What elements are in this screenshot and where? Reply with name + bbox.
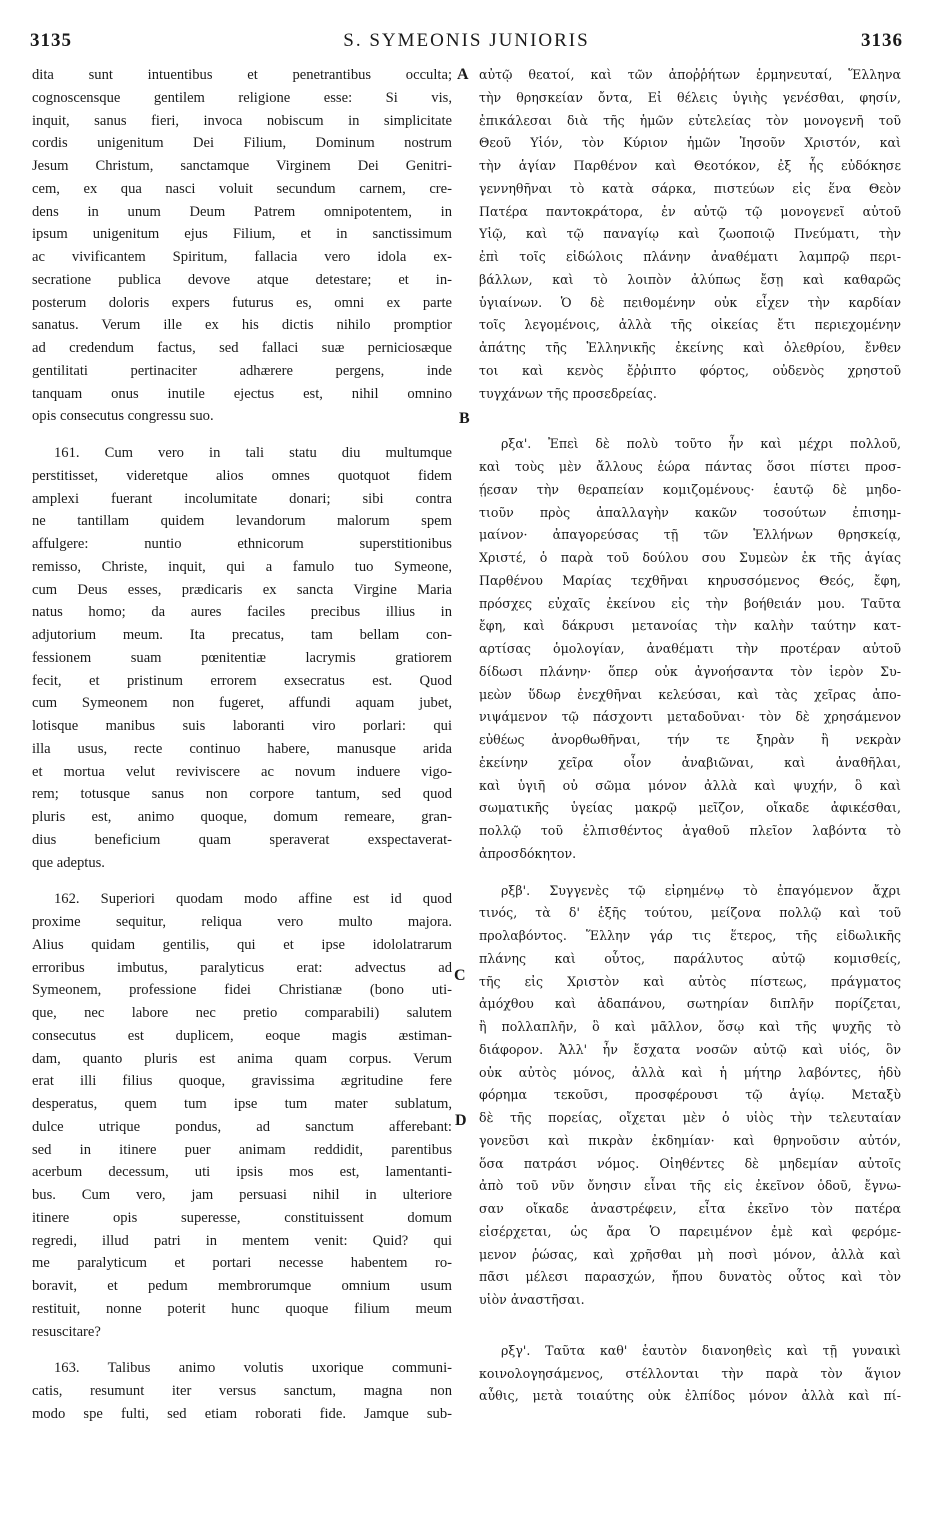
- latin-text-line: modo spe fulti, sed etiam roborati fide. Jamque sub-: [32, 1405, 452, 1422]
- greek-text-line: τοῖς λεγομένοις, ἀλλὰ τῆς οἰκείας ἔτι περιεχομένην: [479, 317, 901, 333]
- latin-text-line: inquit, sanus fieri, invoca nobiscum in simplicitate: [32, 112, 452, 129]
- greek-text-line: Χριστέ, ὁ παρὰ τοῦ δούλου σου Συμεὼν ἐκ τῆς ἁγίας: [479, 550, 901, 565]
- greek-text-line: Υἱῷ, καὶ τῷ παναγίῳ καὶ ζωοποιῷ Πνεύματι, τὴν: [479, 226, 901, 242]
- latin-text-line: cum Deus esses, prædicaris ex sancta Virgine Maria: [32, 581, 452, 598]
- margin-letter-d: D: [455, 1112, 467, 1129]
- greek-text-line: ἐπικάλεσαι διὰ τῆς ἡμῶν εὐτελείας τὸν μονογενῆ τοῦ: [479, 112, 901, 128]
- greek-text-line: ἀπροσδόκητον.: [479, 845, 577, 861]
- greek-text-line: Παρθένου Μαρίας τεχθῆναι κηρυσσόμενος Θεός, ἔφη,: [479, 572, 901, 588]
- running-title: S. SYMEONIS JUNIORIS: [343, 30, 590, 51]
- margin-letter-c: C: [454, 967, 466, 984]
- latin-text-line: remisso, Christe, inquit, qui a famulo tuo Symeone,: [32, 558, 452, 575]
- latin-text-line: boravit, et pedum membrorumque omnium usum: [32, 1278, 452, 1294]
- greek-text-line: ἢ πολλαπλῆν, ὃ καὶ μᾶλλον, ὅσῳ καὶ τῆς ψυχῆς τὸ: [479, 1019, 901, 1034]
- greek-text-line: ἐπὶ τοῖς εἰδώλοις πλάνην ἀναθέματι λαμπρῷ περι-: [479, 249, 901, 264]
- greek-text-line: πρόσχες εὐχαῖς ἐκείνου εἰς τὴν βοήθειάν μου. Ταῦτα: [479, 595, 901, 611]
- latin-text-line: illa usus, recte continuo habere, manusque arida: [32, 740, 452, 757]
- latin-paragraph-gap: [32, 874, 452, 888]
- greek-paragraph-gap: [479, 405, 901, 419]
- latin-text-line: consecutus est duplicem, eoque magis æstiman-: [32, 1027, 452, 1044]
- latin-text-line: adjutorium meum. Ita precatus, tam bellam con-: [32, 627, 452, 643]
- latin-paragraph-gap: [32, 428, 452, 442]
- latin-text-line: dita sunt intuentibus et penetrantibus occulta;: [32, 67, 452, 83]
- latin-text-line: opis consecutus congressu suo.: [32, 408, 214, 425]
- latin-text-line: rem; totusque sanus non corpore tantum, sed quod: [32, 786, 452, 803]
- running-header: [30, 30, 903, 58]
- latin-text-line: que adeptus.: [32, 854, 105, 871]
- greek-text-line: φόρημα τεκοῦσι, προσφέρουσι τῷ ἁγίῳ. Μεταξὺ: [479, 1087, 901, 1103]
- latin-text-line: tanquam onus inutile ejectus est, nihil omnino: [32, 385, 452, 402]
- latin-text-line: cognoscensque gentilem religione esse: Si vis,: [32, 89, 452, 106]
- latin-text-line: sed in itinere puer animam reddidit, parentibus: [32, 1141, 452, 1158]
- greek-text-line: μαίνον· ἀπαγορεύσας τῇ τῶν Ἑλλήνων θρησκείᾳ,: [479, 527, 901, 543]
- latin-text-line: bus. Cum vero, jam persuasi nihil in ulteriore: [32, 1187, 452, 1203]
- greek-text-line: πολλῷ τοῦ ἐλπισθέντος ἀγαθοῦ πλεῖον λαβόντα τὸ: [479, 823, 901, 838]
- margin-letter-a: A: [457, 66, 469, 83]
- latin-text-line: que, nec labore nec pretio comparabili) salutem: [32, 1005, 452, 1021]
- latin-text-line: cem, ex qua nasci voluit secundum carnem, cre-: [32, 180, 452, 197]
- latin-text-line: proxime sequitur, reliqua vero multo majora.: [32, 914, 452, 930]
- latin-text-line: acerbum decessum, uti ipsis mos est, lamentanti-: [32, 1164, 452, 1181]
- latin-text-line: dulce utrique pondus, ad sanctum afferebant:: [32, 1118, 452, 1135]
- greek-text-line: αρτίσας ὁμολογίαν, ἀναθέματι τὴν προτέραν αὐτοῦ: [479, 641, 901, 656]
- greek-text-line: καὶ ὑγιῆ οὐ σῶμα μόνον ἀλλὰ καὶ ψυχήν, ὃ καὶ: [479, 777, 901, 793]
- latin-text-line: desperatus, quem tum ipse tum mater sublatum,: [32, 1096, 452, 1112]
- latin-text-line: 161. Cum vero in tali statu diu multumque: [54, 445, 452, 461]
- latin-text-line: natus homo; da aures faciles precibus illius in: [32, 604, 452, 621]
- latin-text-line: me paralyticum et portari necesse habentem ro-: [32, 1255, 452, 1272]
- latin-text-line: 163. Talibus animo volutis uxorique communi-: [54, 1360, 452, 1377]
- greek-text-line: ὑγιαίνων. Ὁ δὲ πειθομένην οὐκ εἶχεν τὴν καρδίαν: [479, 294, 901, 310]
- latin-text-line: lotisque manibus suis laboranti viro porlari: qui: [32, 718, 452, 734]
- latin-text-line: sanatus. Verum ille ex his dictis nihilo promptior: [32, 317, 452, 334]
- greek-paragraph-gap: [479, 1312, 901, 1326]
- page-number-right: 3136: [861, 30, 903, 51]
- latin-text-line: cum Symeonem non fugeret, affundi aquam jubet,: [32, 695, 452, 712]
- greek-text-line: αὐτῷ θεατοί, καὶ τῶν ἀποῤῥήτων ἑρμηνευταί, Ἕλληνα: [479, 67, 901, 82]
- greek-text-line: πλάνης καὶ οὗτος, παράλυτος αὐτῷ κομισθείς,: [479, 950, 901, 966]
- latin-text-line: ipsum unigenitum ejus Filium, et in sanctissimum: [32, 226, 452, 243]
- latin-text-line: restituit, nonne poterit hunc quoque filium meum: [32, 1300, 452, 1317]
- greek-text-line: αὖθις, μετὰ τοιαύτης οὐκ ἐλπίδος μόνον ἀλλὰ καὶ πί-: [479, 1388, 901, 1404]
- greek-text-line: κοινολογησάμενος, στέλλονται τὴν παρὰ τὸν ἅγιον: [479, 1365, 901, 1381]
- greek-text-line: διάφορον. Ἀλλ' ἦν ἔσχατα νοσῶν αὐτῷ καὶ υἱός, ὃν: [479, 1041, 901, 1057]
- greek-text-line: τὴν θρησκείαν ὄντα, Εἰ θέλεις ὑγιὴς γενέσθαι, φησίν,: [479, 89, 901, 105]
- greek-text-line: ἀπάτης τῆς Ἑλληνικῆς ἐκείνης καὶ ὀλεθρίου, ἔνθεν: [479, 340, 901, 355]
- greek-paragraph-gap: [479, 866, 901, 880]
- greek-text-line: εὐθέως ἀνορθωθῆναι, τήν τε ξηρὰν ἢ νεκρὰν: [479, 732, 901, 747]
- greek-text-line: ἀμόχθου καὶ ἀδαπάνου, σωτηρίαν διπλῆν πορίζεται,: [479, 996, 901, 1012]
- latin-text-line: erat illi filius quoque, gravissima ægritudine fere: [32, 1073, 452, 1090]
- greek-text-line: Πατέρα παντοκράτορα, ἐν αὐτῷ τῷ μονογενεῖ αὐτοῦ: [479, 203, 901, 219]
- latin-text-line: posterum doloris expers futurus es, omni ex parte: [32, 294, 452, 311]
- greek-text-line: ὅσα πατράσι νόμος. Οἰηθέντες δὲ μηδεμίαν αὐτοῖς: [479, 1155, 901, 1171]
- greek-text-line: νιψάμενον τῷ πάσχοντι μεταδοῦναι· τὸν δὲ χρησάμενον: [479, 709, 901, 725]
- latin-text-line: itinere opis superesse, constituissent domum: [32, 1209, 452, 1226]
- greek-text-line: ρξβ'. Συγγενὲς τῷ εἰρημένῳ τὸ ἐπαγόμενον ἄχρι: [501, 882, 901, 898]
- greek-text-line: ῄεσαν τὴν θεραπείαν κομιζομένους· ἑαυτῷ δὲ μηδο-: [479, 481, 901, 497]
- latin-text-line: resuscitare?: [32, 1323, 101, 1340]
- greek-text-line: εἰσέρχεται, ὡς ἄρα Ὁ παρειμένον ἐμὲ καὶ φερόμε-: [479, 1223, 901, 1239]
- margin-letter-b: B: [459, 410, 470, 427]
- latin-text-line: ac vivificantem Spiritum, fallacia vero idola ex-: [32, 249, 452, 265]
- greek-text-line: ἔφη, καὶ δάκρυσι μετανοίας τὴν καλὴν ταύτην κατ-: [479, 618, 901, 634]
- greek-text-line: καὶ τοὺς μὲν ἄλλους ἑώρα πάντας ὅσοι πίστει προσ-: [479, 459, 901, 474]
- greek-text-line: ρξα'. Ἐπεὶ δὲ πολὺ τοῦτο ἦν καὶ μέχρι πολλοῦ,: [501, 436, 901, 452]
- greek-text-line: σωματικῆς ὑγείας μακρῷ μεῖζον, οἴκαδε ἀφικέσθαι,: [479, 800, 901, 816]
- greek-text-line: ἐκείνην χεῖρα οἷον ἀναβιῶναι, καὶ ἀναθῆλαι,: [479, 754, 901, 770]
- greek-text-line: ἀπὸ τοῦ νῦν ὄνησιν εἶναι τῆς εἰς ἐκεῖνον ὁδοῦ, ἔγνω-: [479, 1178, 901, 1194]
- latin-text-line: pluris est, animo quoque, domum remeare, gran-: [32, 809, 452, 825]
- latin-text-line: dius beneficium quam speraverat exspectaverat-: [32, 831, 452, 848]
- greek-text-line: πᾶσι μέλεσι παρασχών, ἤπου δυνατὸς οὗτος καὶ τὸν: [479, 1269, 901, 1285]
- latin-text-line: affulgere: nuntio ethnicorum superstitionibus: [32, 536, 452, 552]
- latin-text-line: ad credendum factus, sed fallaci suæ perniciosæque: [32, 340, 452, 356]
- greek-paragraph-gap: [479, 1326, 901, 1340]
- greek-text-line: οὐκ αὐτὸς μόνος, ἀλλὰ καὶ ἡ μήτηρ λαβόντες, ἡδὺ: [479, 1064, 901, 1080]
- latin-text-line: cordis unigenitum Dei Filium, Dominum nostrum: [32, 135, 452, 152]
- latin-column: [32, 64, 452, 1426]
- latin-text-line: et mortua velut reviviscere ac novum induere vigo-: [32, 763, 452, 780]
- greek-text-line: γεννηθῆναι τὸ κατὰ σάρκα, πιστεύων εἰς ἕνα Θεὸν: [479, 180, 901, 196]
- greek-text-line: δὲ τῆς πορείας, οἴχεται μὲν ὁ υἱὸς τὴν τελευταίαν: [479, 1110, 901, 1125]
- latin-text-line: gentilitati pertinaciter adhærere pergens, inde: [32, 362, 452, 379]
- greek-text-line: μενον ῥώσας, καὶ χρῆσθαι μὴ ποσὶ μόνον, ἀλλὰ καὶ: [479, 1246, 901, 1262]
- page-number-left: 3135: [30, 30, 72, 51]
- latin-text-line: fessionem suam pœnitentiæ lacrymis gratiorem: [32, 649, 452, 666]
- latin-text-line: perstitisset, videretque alios omnes quotquot fidem: [32, 467, 452, 484]
- greek-text-line: τοι καὶ κενὸς ἔῤῥιπτο φόρτος, οὐδενὸς χρηστοῦ: [479, 362, 901, 378]
- greek-text-line: τυγχάνων τῆς προσεδρείας.: [479, 385, 657, 401]
- latin-text-line: dam, quanto pluris est anima quam corpus. Verum: [32, 1050, 452, 1067]
- greek-text-line: τινός, τὰ δ' ἑξῆς τούτου, μείζονα πολλῷ καὶ τοῦ: [479, 905, 901, 921]
- greek-text-line: προλαβόντος. Ἕλλην γάρ τις ἕτερος, τῆς εἰδωλικῆς: [479, 928, 901, 943]
- latin-text-line: secratione publica devove atque detestare; et in-: [32, 271, 452, 288]
- latin-text-line: fecit, et pristinum errorem exsecratus est. Quod: [32, 672, 452, 689]
- latin-text-line: dens in unum Deum Patrem omnipotentem, in: [32, 203, 452, 220]
- latin-text-line: Alius quidam gentilis, qui et ipse idololatrarum: [32, 936, 452, 953]
- latin-text-line: regredi, illud patri in mentem venit: Quid? qui: [32, 1232, 452, 1249]
- greek-text-line: τῆς εἰς Χριστὸν καὶ αὐτὸς πίστεως, πράγματος: [479, 973, 901, 989]
- greek-text-line: ρξγ'. Ταῦτα καθ' ἑαυτὸν διανοηθεὶς καὶ τῇ γυναικὶ: [501, 1342, 901, 1358]
- latin-paragraph-gap: [32, 1343, 452, 1357]
- greek-text-line: Θεοῦ Υἱόν, τὸν Κύριον ἡμῶν Ἰησοῦν Χριστόν, καὶ: [479, 135, 901, 151]
- latin-text-line: Symeonem, professione fidei Christianæ (bono uti-: [32, 982, 452, 999]
- greek-text-line: βάλλων, καὶ τὸ λοιπὸν ἀλύπως ἔσῃ καὶ καθαρῶς: [479, 271, 901, 287]
- latin-text-line: catis, resumunt iter versus sanctum, magna non: [32, 1383, 452, 1399]
- greek-text-line: σαν οἴκαδε ἀναστρέφειν, εἶτα ἐκεῖνο τὸν πατέρα: [479, 1201, 901, 1216]
- greek-text-line: τὴν ἁγίαν Παρθένον καὶ Θεοτόκον, ἐξ ἧς εὐδόκησε: [479, 158, 901, 173]
- greek-text-line: μεὼν ὕδωρ ἐνεχθῆναι κελεύσαι, καὶ τὰς χεῖρας ἀπο-: [479, 686, 901, 702]
- greek-paragraph-gap: [479, 419, 901, 433]
- latin-text-line: ne tantillam quidem levandorum malorum spem: [32, 513, 452, 530]
- latin-text-line: Jesum Christum, sanctamque Virginem Dei Genitri-: [32, 158, 452, 174]
- greek-column: [479, 64, 901, 1408]
- latin-text-line: erroribus imbutus, paralyticus erat: advectus ad: [32, 959, 452, 976]
- latin-text-line: 162. Superiori quodam modo affine est id quod: [54, 891, 452, 908]
- greek-text-line: υἱὸν ἀναστῆσαι.: [479, 1292, 585, 1307]
- latin-text-line: amplexi fuerant incolumitate donari; sibi contra: [32, 490, 452, 507]
- greek-text-line: γονεῦσι καὶ πικρὰν ἐκδημίαν· καὶ θρηνοῦσιν αὐτόν,: [479, 1132, 901, 1148]
- greek-text-line: δίδωσι πλάνην· ὅπερ οὐκ ἀγνοήσαντα τὸν ἱερὸν Συ-: [479, 663, 901, 679]
- greek-text-line: τιοῦν πρὸς ἀπαλλαγὴν κακῶν τοσούτων ἐπισημ-: [479, 504, 901, 520]
